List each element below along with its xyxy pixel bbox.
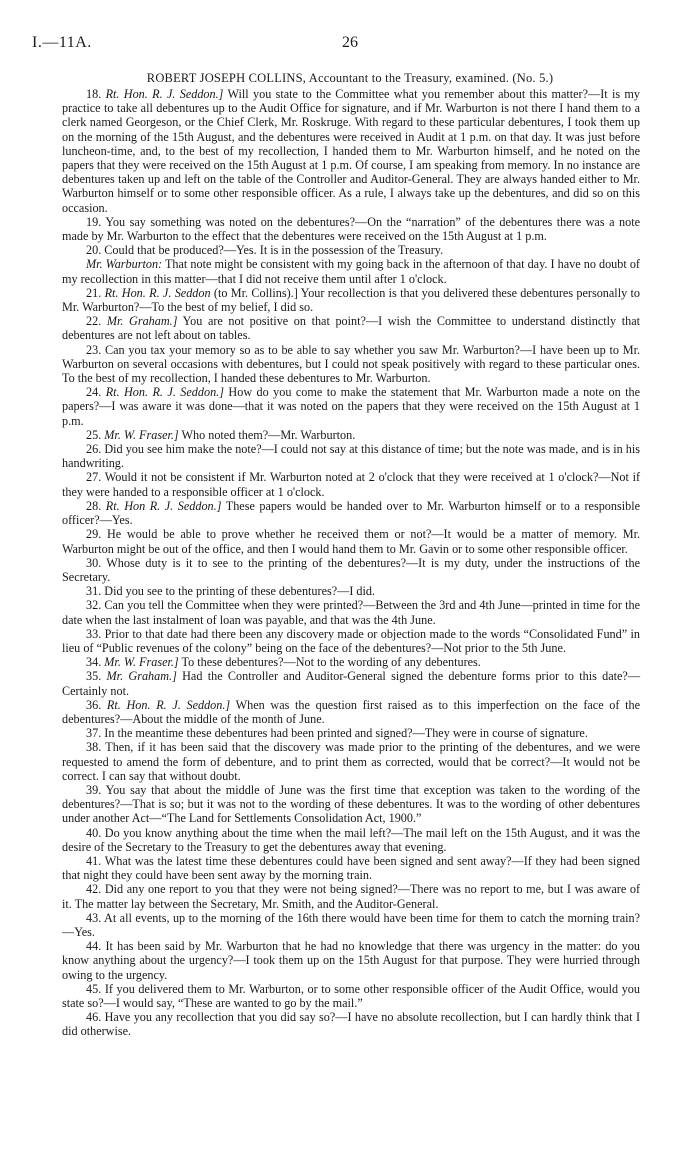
page-number: 26 xyxy=(342,34,358,51)
testimony-paragraph xyxy=(62,243,640,257)
question-number: 41. xyxy=(86,853,102,868)
paragraph-text: Then, if it has been said that the discovery was made prior to the printing of the debentures, and we were requested to amend the form of debenture, and to print them as corrected, would that be correct?—It would not be correct. I can say that without doubt. xyxy=(62,740,640,783)
question-number: 43. xyxy=(86,910,102,925)
paragraph-text: That note might be consistent with my going back in the afternoon of that day. I have no doubt of my recollection in this matter—that I did not receive them until after 1 o'clock. xyxy=(62,257,640,286)
paragraph-text: How do you come to make the statement that Mr. Warburton made a note on the papers?—I was aware it was done—that it was noted on the papers that they were received on the 15th August at 1 p.m. xyxy=(62,385,641,428)
question-number: 39. xyxy=(86,782,102,797)
question-number: 29. xyxy=(86,527,102,542)
question-number: 25. xyxy=(86,427,102,442)
testimony-paragraph xyxy=(62,740,640,783)
question-number: 18. xyxy=(86,87,102,101)
testimony-paragraph xyxy=(62,1010,640,1038)
testimony-paragraph xyxy=(62,385,640,428)
testimony-paragraph xyxy=(62,556,640,584)
question-number: 40. xyxy=(86,825,102,840)
paragraph-text: Who noted them?—Mr. Warburton. xyxy=(178,427,356,442)
speaker-name: Mr. Graham.] xyxy=(106,314,178,329)
question-number: 30. xyxy=(86,555,102,570)
testimony-paragraph xyxy=(62,499,640,527)
testimony-paragraph xyxy=(62,428,640,442)
paragraph-text: Prior to that date had there been any discovery made or objection made to the words “Consolidated Fund” in lieu of “Public revenues of the colony” being on the face of the debentures?—Not prior to the 5th June. xyxy=(62,626,640,655)
paragraph-text: You say that about the middle of June was the first time that exception was taken to the wording of the debentures?—That is so; but it was not to the wording of these debentures. It was to the wording of other debentures under another Act—“The Land for Settlements Consolidation Act, 1900.” xyxy=(62,782,640,826)
testimony-body xyxy=(62,87,640,1039)
question-number: 44. xyxy=(86,939,102,954)
question-number: 33. xyxy=(86,626,102,641)
speaker-name: Rt. Hon. R. J. Seddon xyxy=(104,285,211,300)
question-number: 20. xyxy=(86,243,102,258)
question-number: 35. xyxy=(86,669,102,684)
testimony-paragraph xyxy=(62,911,640,939)
speaker-name: Mr. W. Fraser.] xyxy=(104,427,179,442)
speaker-name: Rt. Hon. R. J. Seddon.] xyxy=(105,385,224,400)
paragraph-text: These papers would be handed over to Mr. Warburton himself or to a responsible officer?—Yes. xyxy=(62,498,640,528)
testimony-paragraph xyxy=(62,87,640,215)
paragraph-text: Did any one report to you that they were not being signed?—There was no report to me, but I was aware of it. The matter lay between the Secretary, Mr. Smith, and the Auditor-General. xyxy=(62,882,640,911)
question-number: 38. xyxy=(86,740,102,755)
question-number: 27. xyxy=(86,470,102,485)
testimony-paragraph xyxy=(62,584,640,598)
question-number: 42. xyxy=(86,882,102,897)
paragraph-text: Did you see to the printing of these debentures?—I did. xyxy=(104,584,376,599)
question-number: 32. xyxy=(86,598,102,613)
question-number: 28. xyxy=(86,498,102,513)
paragraph-text: Would it not be consistent if Mr. Warburton noted at 2 o'clock that they were received at 1 o'clock?—Not if they were handed to a responsible officer at 1 o'clock. xyxy=(62,470,641,499)
testimony-paragraph xyxy=(62,215,640,243)
testimony-paragraph xyxy=(62,343,640,386)
testimony-paragraph xyxy=(62,669,640,697)
document-reference: I.—11A. xyxy=(32,34,92,51)
paragraph-text: To these debentures?—Not to the wording of any debentures. xyxy=(178,655,481,670)
testimony-paragraph xyxy=(62,783,640,826)
testimony-paragraph xyxy=(62,655,640,669)
question-number: 36. xyxy=(86,697,102,712)
paragraph-text: Have you any recollection that you did say so?—I have no absolute recollection, but I can hardly think that I did otherwise. xyxy=(62,1010,640,1039)
question-number: 45. xyxy=(86,981,102,996)
paragraph-text: Had the Controller and Auditor-General signed the debenture forms prior to this date?—Certainly not. xyxy=(62,669,641,698)
question-number: 37. xyxy=(86,726,102,741)
question-number: 26. xyxy=(86,442,102,457)
paragraph-text: You are not positive on that point?—I wish the Committee to understand distinctly that debentures are not left about on tables. xyxy=(62,314,641,343)
testimony-paragraph xyxy=(62,982,640,1010)
paragraph-text: He would be able to prove whether he received them or not?—It would be a matter of memory. Mr. Warburton might be out of the office, and then I would hand them to Mr. Gavin or to some other responsible officer. xyxy=(62,527,640,556)
paragraph-text: Did you see him make the note?—I could not say at this distance of time; but the note was made, and is in his handwriting. xyxy=(62,442,641,471)
testimony-paragraph xyxy=(62,314,640,342)
paragraph-text: Can you tell the Committee when they were printed?—Between the 3rd and 4th June—printed in time for the date when the last instalment of loan was payable, and that was the 4th June. xyxy=(62,598,640,627)
paragraph-text: Will you state to the Committee what you remember about this matter?—It is my practice to take all debentures up to the Audit Office for signature, and if Mr. Warburton is not there I hand them to a clerk named Georgeson, or the Chief Clerk, Mr. Roskruge. With regard to these particular debentures, I took them up on the morning of the 15th August, and the debentures were received in Audit at 1 p.m. on that day. It was just before luncheon-time, and, to the best of my recollection, I handed them to Mr. Warburton himself, and he noted on the papers that they were received on the 15th August at 1 p.m. Of course, I am speaking from memory. In no instance are debentures taken up and left on the table of the Controller and Auditor-General. They are always handed either to Mr. Warburton himself or to some other responsible officer. As a rule, I always take up the debentures, and did so on this occasion. xyxy=(62,87,641,215)
paragraph-text: (to Mr. Collins).] Your recollection is that you delivered these debentures personally to Mr. Warburton?—To the best of my belief, I did so. xyxy=(62,285,640,315)
paragraph-text: Do you know anything about the time when the mail left?—The mail left on the 15th August, and it was the desire of the Secretary to the Treasury to get the debentures away that evening. xyxy=(62,825,640,854)
testimony-paragraph xyxy=(62,527,640,555)
paragraph-text: When was the question first raised as to this imperfection on the face of the debentures?—About the middle of the month of June. xyxy=(62,697,641,726)
testimony-paragraph xyxy=(62,826,640,854)
question-number: 46. xyxy=(86,1010,102,1025)
testimony-paragraph xyxy=(62,442,640,470)
testimony-paragraph xyxy=(62,854,640,882)
question-number: 34. xyxy=(86,655,102,670)
paragraph-text: Can you tax your memory so as to be able to say whether you saw Mr. Warburton?—I have been up to Mr. Warburton on several occasions with debentures, but I could not speak positively with regard to these particular ones. To the best of my recollection, I handed these debentures to Mr. Warburton. xyxy=(62,342,640,386)
testimony-paragraph xyxy=(62,726,640,740)
speaker-name: Rt. Hon R. J. Seddon.] xyxy=(105,498,222,513)
speaker-name: Rt. Hon. R. J. Seddon.] xyxy=(105,87,224,101)
question-number: 24. xyxy=(86,385,102,400)
testimony-paragraph xyxy=(62,286,640,314)
paragraph-text: What was the latest time these debentures could have been signed and sent away?—If they had been signed that night they could have been sent away by the morning train. xyxy=(62,853,641,883)
paragraph-text: If you delivered them to Mr. Warburton, or to some other responsible officer of the Audit Office, would you state so?—I would say, “These are wanted to go by the mail.” xyxy=(62,981,640,1010)
testimony-paragraph xyxy=(62,257,640,285)
witness-heading: ROBERT JOSEPH COLLINS, Accountant to the Treasury, examined. (No. 5.) xyxy=(146,71,554,85)
question-number: 19. xyxy=(86,214,102,229)
speaker-name: Mr. Graham.] xyxy=(106,669,177,684)
speaker-name: Mr. W. Fraser.] xyxy=(104,655,179,670)
paragraph-text: In the meantime these debentures had been printed and signed?—They were in course of signature. xyxy=(104,726,588,741)
paragraph-text: At all events, up to the morning of the 16th there would have been time for them to catch the morning train?—Yes. xyxy=(62,910,640,939)
testimony-paragraph xyxy=(62,470,640,498)
question-number: 23. xyxy=(86,342,102,357)
question-number: 21. xyxy=(86,285,102,300)
page-header xyxy=(32,34,668,58)
testimony-paragraph xyxy=(62,627,640,655)
paragraph-text: Could that be produced?—Yes. It is in the possession of the Treasury. xyxy=(104,243,444,258)
question-number: 22. xyxy=(86,314,102,329)
testimony-paragraph xyxy=(62,598,640,626)
paragraph-text: You say something was noted on the debentures?—On the “narration” of the debentures there was a note made by Mr. Warburton to the effect that the debentures were received on the 15th August at 1 p.m. xyxy=(62,214,640,244)
testimony-paragraph xyxy=(62,882,640,910)
paragraph-text: It has been said by Mr. Warburton that he had no knowledge that there was urgency in the matter: do you know anything about the urgency?—I took them up on the 15th August for that purpose. They were hurried through owing to the urgency. xyxy=(62,939,641,982)
speaker-name: Rt. Hon. R. J. Seddon.] xyxy=(106,697,231,712)
paragraph-text: Whose duty is it to see to the printing of the debentures?—It is my duty, under the instructions of the Secretary. xyxy=(62,555,641,584)
question-number: 31. xyxy=(86,584,102,599)
testimony-paragraph xyxy=(62,939,640,982)
speaker-name: Mr. Warburton: xyxy=(86,257,163,272)
testimony-paragraph xyxy=(62,698,640,726)
